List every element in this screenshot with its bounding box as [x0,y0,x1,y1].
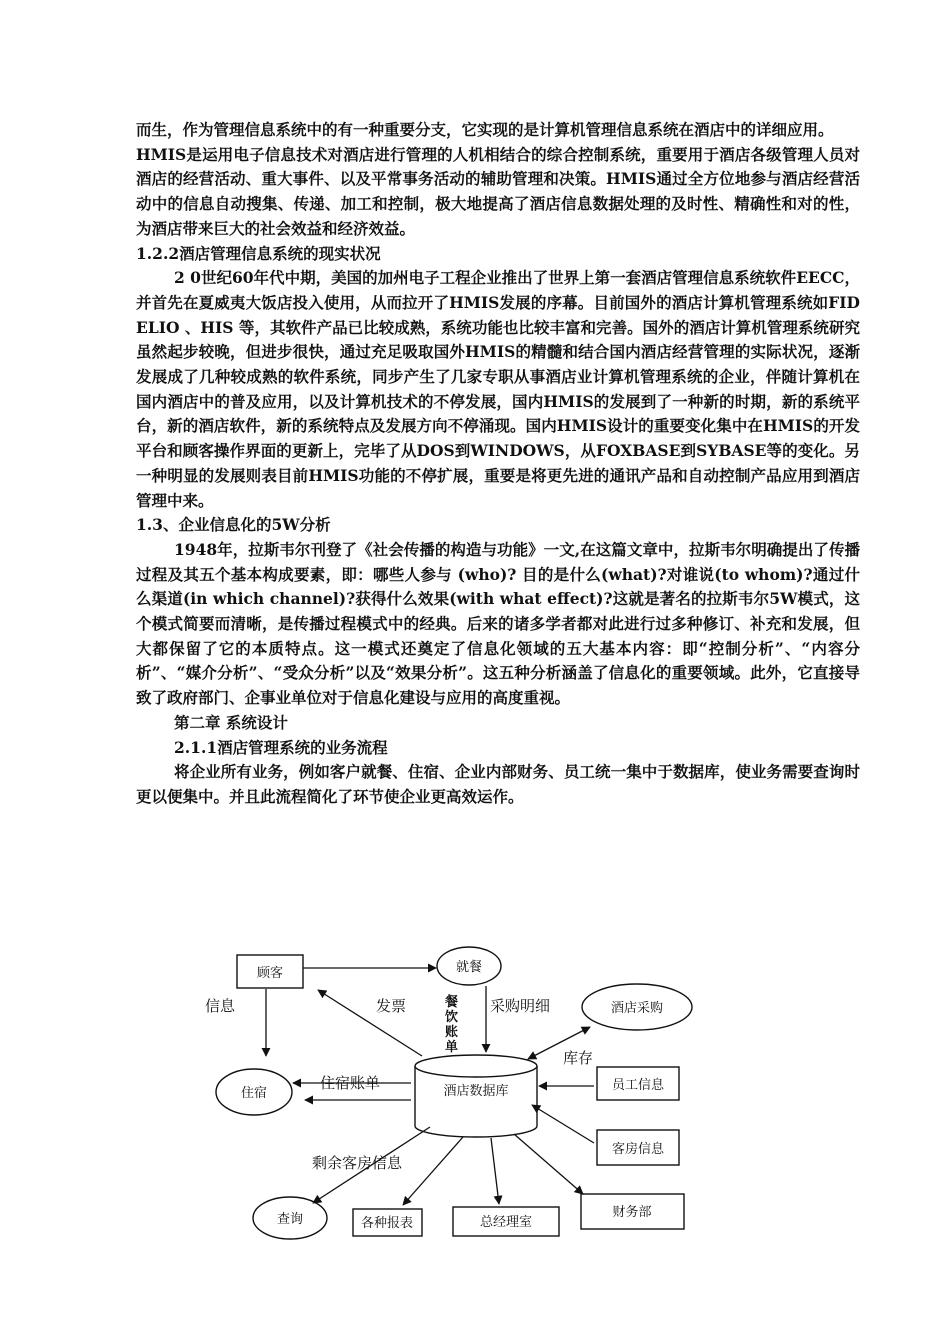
purchase-detail-label: 采购明细 [490,997,551,1015]
gm-arrow [491,1138,499,1204]
database-label: 酒店数据库 [443,1084,509,1099]
catering-bill-char: 单 [445,1040,459,1055]
lodging-bill-label: 住宿账单 [320,1074,381,1092]
catering-bill-char: 餐 [445,995,459,1010]
finance-arrow [514,1134,583,1194]
catering-bill-char: 账 [445,1025,459,1040]
spare-rooms-label: 剩余客房信息 [312,1154,403,1172]
section-heading: 1.2.2酒店管理信息系统的现实状况 [136,243,381,263]
paragraph: HMIS是运用电子信息技术对酒店进行管理的人机相结合的综合控制系统，重要用于酒店各级管理人员对酒店的经营活动、重大事件、以及平常事务活动的辅助管理和决策。HMIS通过全方位地参与酒店经营活动中的信息自动搜集、传递、加工和控制，极大地提高了酒店信息数据处理的及时性、精确性和对的性，为酒店带来巨大的社会效益和经济效益。 [136,144,860,238]
query-label: 查询 [276,1212,304,1227]
customer-label: 顾客 [256,966,284,981]
info-label: 信息 [205,997,236,1015]
paragraph: 将企业所有业务，例如客户就餐、住宿、企业内部财务、员工统一集中于数据库，使业务需要查询时更以便集中。并且此流程简化了环节使企业更高效运作。 [136,762,860,806]
paragraph: 1948年，拉斯韦尔刊登了《社会传播的构造与功能》一文,在这篇文章中，拉斯韦尔明确提出了传播过程及其五个基本构成要素，即：哪些人参与 (who)? 目的是什么(what)?对谁说(to whom)?通过什么渠道(in which channel)?获得什么效果(with what effect)?这就是著名的拉斯韦尔5W模式，这个模式简要而清晰，是传播过程模式中的经典。后来的诸多学者都对此进行过多种修订、补充和发展，但大都保留了它的本质特点。这一模式还奠定了信息化领域的五大基本内容：即“控制分析”、“内容分析”、“媒介分析”、“受众分析”以及“效果分析”。这五种分析涵盖了信息化的重要领域。此外，它直接导致了政府部门、企事业单位对于信息化建设与应用的高度重视。 [136,539,860,708]
lodging-label: 住宿 [240,1086,268,1101]
staff-label: 员工信息 [611,1078,665,1093]
catering-bill-char: 饮 [445,1010,459,1025]
invoice-arrow [318,990,422,1056]
finance-label: 财务部 [612,1205,652,1220]
gm-label: 总经理室 [479,1215,533,1230]
chapter-heading: 第二章 系统设计 [174,712,288,732]
dining-label: 就餐 [455,960,483,975]
reports-arrow [403,1137,463,1205]
paragraph: 2 0世纪60年代中期，美国的加州电子工程企业推出了世界上第一套酒店管理信息系统软件EECC，并首先在夏威夷大饭店投入使用，从而拉开了HMIS发展的序幕。目前国外的酒店计算机管理系统如FIDELIO 、HIS 等，其软件产品已比较成熟，系统功能也比较丰富和完善。国外的酒店计算机管理系统研究虽然起步较晚，但进步很快，通过充足吸取国外HMIS的精髓和结合国内酒店经营管理的实际状况，逐渐发展成了几种较成熟的软件系统，同步产生了几家专职从事酒店业计算机管理系统的企业，伴随计算机在国内酒店中的普及应用，以及计算机技术的不停发展，国内HMIS的发展到了一种新的时期，新的系统平台，新的酒店软件，新的系统特点及发展方向不停涌现。国内HMIS设计的重要变化集中在HMIS的开发平台和顾客操作界面的更新上，完毕了从DOS到WINDOWS，从FOXBASE到SYBASE等的变化。另一种明显的发展则表目前HMIS功能的不停扩展，重要是将更先进的通讯产品和自动控制产品应用到酒店管理中来。 [136,268,860,510]
section-heading: 1.3、企业信息化的5W分析 [136,515,331,535]
purchase-label: 酒店采购 [610,1001,664,1016]
inventory-label: 库存 [563,1049,594,1067]
reports-label: 各种报表 [360,1216,414,1231]
invoice-label: 发票 [376,997,407,1015]
room-label: 客房信息 [611,1142,665,1157]
section-heading: 2.1.1酒店管理系统的业务流程 [174,737,388,757]
paragraph: 而生，作为管理信息系统中的有一种重要分支，它实现的是计算机管理信息系统在酒店中的详细应用。 [136,120,834,139]
room-arrow [532,1105,594,1143]
database-top [415,1055,537,1077]
